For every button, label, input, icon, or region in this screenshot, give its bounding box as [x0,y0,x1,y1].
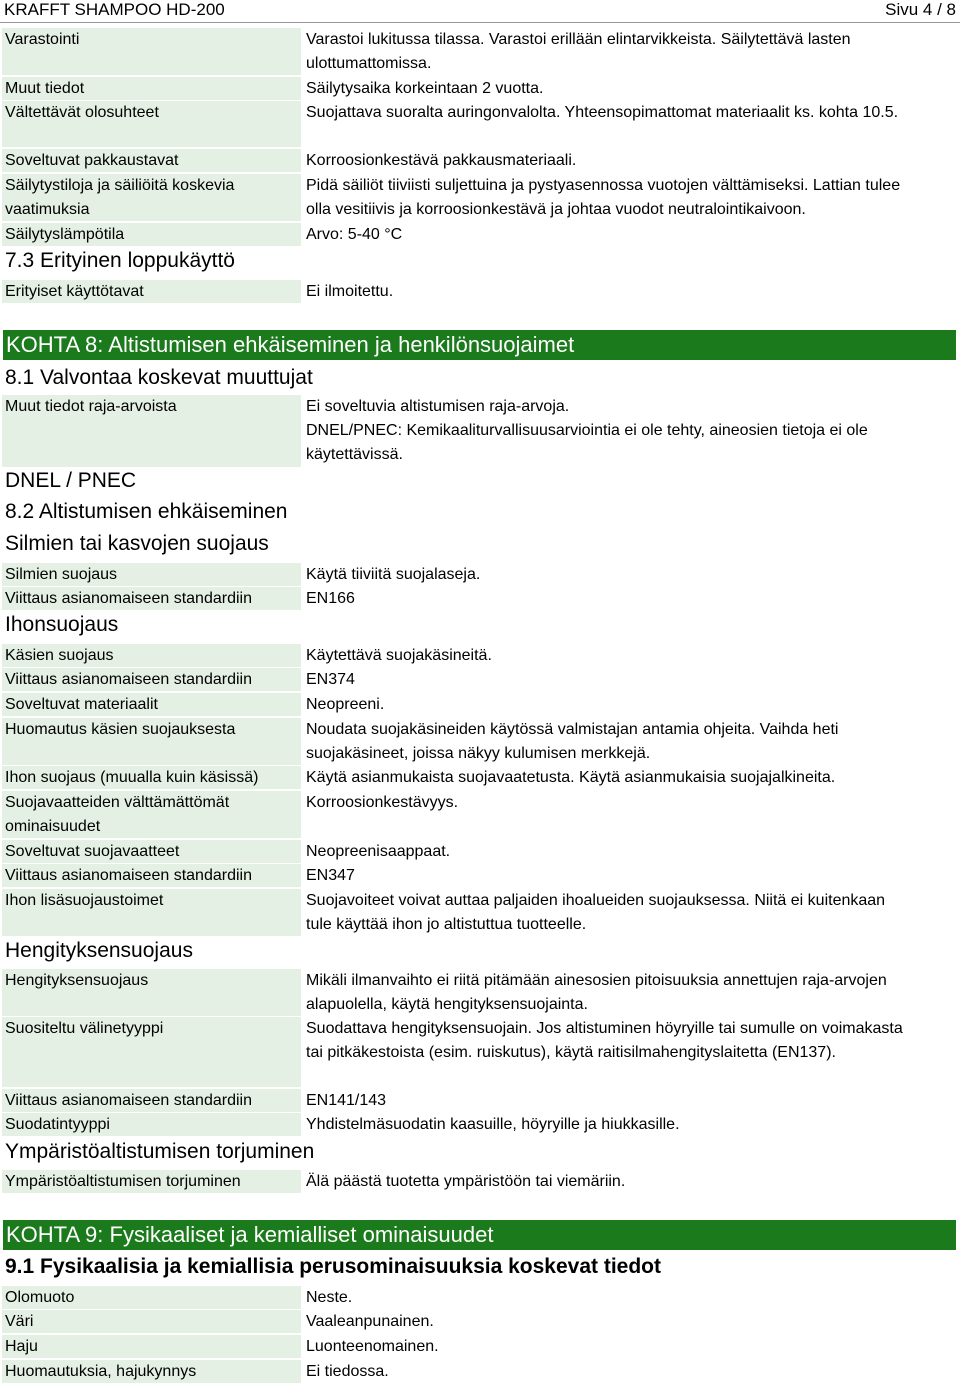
odour-value: Luonteenomainen. [306,1338,439,1355]
eye-standard-value: EN166 [306,590,355,607]
clothing-standard-value: EN347 [306,867,355,884]
product-title: KRAFFT SHAMPOO HD-200 [4,0,225,19]
colour-label: Väri [2,1310,301,1333]
suitable-materials-value: Neopreeni. [306,696,385,713]
clothing-standard-label: Viittaus asianomaiseen standardiin [2,864,301,887]
packaging-value: Korroosionkestävä pakkausmateriaali. [306,152,577,169]
limit-values-value-2: DNEL/PNEC: Kemikaaliturvallisuusarviointia ei ole tehty, aineosien tietoja ei ole käytettävissä. [306,422,868,463]
additional-skin-protection-label: Ihon lisäsuojaustoimet [2,889,301,936]
special-uses-label: Erityiset käyttötavat [2,280,301,303]
avoid-conditions-label: Vältettävät olosuhteet [2,101,301,147]
other-info-value: Säilytysaika korkeintaan 2 vuotta. [306,80,544,97]
colour-value: Vaaleanpunainen. [306,1313,434,1330]
suitable-materials-label: Soveltuvat materiaalit [2,693,301,716]
section-8-title-bar: KOHTA 8: Altistumisen ehkäiseminen ja henkilönsuojaimet [3,330,956,360]
suitable-clothing-value: Neopreenisaappaat. [306,843,451,860]
body-protection-value: Käytä asianmukaista suojavaatetusta. Käytä asianmukaisia suojajalkineita. [306,769,836,786]
hand-protection-note-label: Huomautus käsien suojauksesta [2,718,301,765]
respiratory-protection-label: Hengityksensuojaus [2,969,301,1016]
section-9-title-bar: KOHTA 9: Fysikaaliset ja kemialliset ominaisuudet [3,1220,956,1250]
storage-requirements-value: Pidä säiliöt tiiviisti suljettuina ja pystyasennossa vuotojen välttämiseksi. Lattian tulee olla vesitiivis ja korroosionkestävä ja johtaa vuodot neutralointikaivoon. [306,177,901,218]
respiratory-standard-value: EN141/143 [306,1092,387,1109]
section-8-1-heading: 8.1 Valvontaa koskevat muuttujat [5,366,313,389]
skin-protection-heading: Ihonsuojaus [5,613,119,636]
hand-protection-label: Käsien suojaus [2,644,301,667]
respiratory-protection-value: Mikäli ilmanvaihto ei riitä pitämään ainesosien pitoisuuksia annettujen raja-arvojen alapuolella, käytä hengityksensuojainta. [306,972,887,1013]
suitable-clothing-label: Soveltuvat suojavaatteet [2,840,301,863]
eye-protection-heading: Silmien tai kasvojen suojaus [5,532,269,555]
respiratory-standard-label: Viittaus asianomaiseen standardiin [2,1089,301,1112]
document-header [0,0,960,22]
physical-state-value: Neste. [306,1289,353,1306]
eye-protection-label: Silmien suojaus [2,563,301,586]
respiratory-protection-heading: Hengityksensuojaus [5,939,193,962]
additional-skin-protection-value: Suojavoiteet voivat auttaa paljaiden ihoalueiden suojauksessa. Niitä ei kuitenkaan tule käyttää ihon jo altistuttua tuotteelle. [306,892,886,933]
hand-protection-value: Käytettävä suojakäsineitä. [306,647,492,664]
odour-threshold-value: Ei tiedossa. [306,1363,389,1380]
storage-requirements-label: Säilytystiloja ja säiliöitä koskevia vaatimuksia [2,174,301,221]
physical-state-label: Olomuoto [2,1286,301,1309]
recommended-equipment-value: Suodattava hengityksensuojain. Jos altistuminen höyryille tai sumulle on voimakasta tai pitkäkestoista (esim. ruiskutus), käytä raitisilmahengityslaitetta (EN137). [306,1020,903,1061]
storage-temperature-label: Säilytyslämpötila [2,223,301,246]
special-uses-value: Ei ilmoitettu. [306,283,394,300]
section-9-1-heading: 9.1 Fysikaalisia ja kemiallisia perusominaisuuksia koskevat tiedot [5,1255,661,1278]
hand-standard-value: EN374 [306,671,355,688]
recommended-equipment-label: Suositeltu välinetyyppi [2,1017,301,1087]
storage-temperature-value: Arvo: 5-40 °C [306,226,403,243]
limit-values-label: Muut tiedot raja-arvoista [2,395,301,467]
header-divider [0,22,960,23]
hand-standard-label: Viittaus asianomaiseen standardiin [2,668,301,691]
page-number: Sivu 4 / 8 [885,0,956,19]
clothing-properties-value: Korroosionkestävyys. [306,794,459,811]
eye-protection-value: Käytä tiiviitä suojalaseja. [306,566,481,583]
packaging-label: Soveltuvat pakkaustavat [2,149,301,172]
odour-threshold-label: Huomautuksia, hajukynnys [2,1360,301,1383]
limit-values-value-1: Ei soveltuvia altistumisen raja-arvoja. [306,398,570,415]
storage-label: Varastointi [2,28,301,75]
storage-value: Varastoi lukitussa tilassa. Varastoi erillään elintarvikkeista. Säilytettävä lasten ulottumattomissa. [306,31,851,72]
environmental-exposure-label: Ympäristöaltistumisen torjuminen [2,1170,301,1193]
filter-type-label: Suodatintyyppi [2,1113,301,1136]
dnel-pnec-heading: DNEL / PNEC [5,469,137,492]
odour-label: Haju [2,1335,301,1358]
environmental-exposure-value: Älä päästä tuotetta ympäristöön tai viemäriin. [306,1173,626,1190]
avoid-conditions-value: Suojattava suoralta auringonvalolta. Yhteensopimattomat materiaalit ks. kohta 10.5. [306,104,899,121]
environmental-exposure-heading: Ympäristöaltistumisen torjuminen [5,1140,315,1163]
eye-standard-label: Viittaus asianomaiseen standardiin [2,587,301,610]
filter-type-value: Yhdistelmäsuodatin kaasuille, höyryille ja hiukkasille. [306,1116,680,1133]
hand-protection-note-value: Noudata suojakäsineiden käytössä valmistajan antamia ohjeita. Vaihda heti suojakäsineet, joissa näkyy kulumisen merkkejä. [306,721,839,762]
section-8-2-heading: 8.2 Altistumisen ehkäiseminen [5,500,288,523]
other-info-label: Muut tiedot [2,77,301,100]
clothing-properties-label: Suojavaatteiden välttämättömät ominaisuudet [2,791,301,838]
section-7-3-heading: 7.3 Erityinen loppukäyttö [5,249,235,272]
body-protection-label: Ihon suojaus (muualla kuin käsissä) [2,766,301,789]
